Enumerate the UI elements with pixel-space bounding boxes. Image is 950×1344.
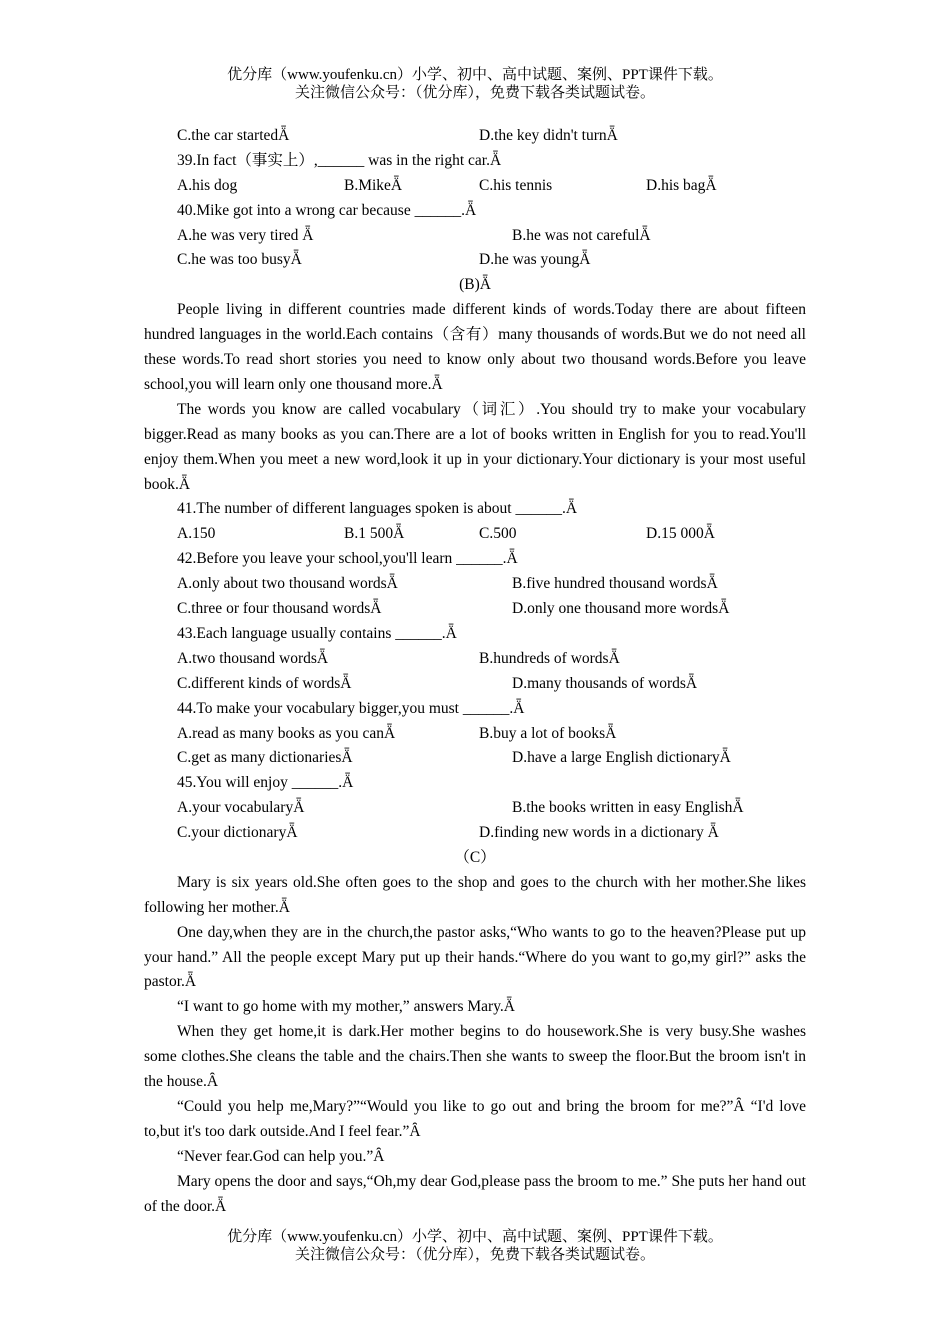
footer-line-1: 优分库（www.youfenku.cn）小学、初中、高中试题、案例、PPT课件下载。	[227, 1229, 723, 1245]
q40-options-cd	[144, 248, 806, 273]
passage-c-paragraph-5	[144, 1095, 806, 1145]
q42-stem: 42.Before you leave your school,you'll learn ______.Ǟ	[177, 550, 518, 568]
section-c-heading: （C）	[454, 848, 496, 866]
q44-stem: 44.To make your vocabulary bigger,you must ______.Ǟ	[177, 699, 525, 717]
q39-option-b: B.MikeǞ	[344, 176, 403, 194]
q45-options-cd	[144, 821, 806, 846]
passage-c-text-2: One day,when they are in the church,the pastor asks,“Who wants to go to the heaven?Please put up your hand.” All the people except Mary put up their hands.“Where do you want to go,my girl?” asks the pastor.Ǟ	[144, 923, 806, 991]
passage-c-text-3: “I want to go home with my mother,” answers Mary.Ǟ	[177, 998, 516, 1016]
q41-option-c: C.500	[479, 525, 517, 543]
q44-options-ab	[144, 722, 806, 747]
q40-option-a: A.he was very tired Ǟ	[177, 226, 314, 244]
q40-option-d: D.he was youngǞ	[479, 251, 591, 269]
q45-options-ab	[144, 796, 806, 821]
passage-b-paragraph-1	[144, 298, 806, 398]
q42-options-ab	[144, 572, 806, 597]
page-header	[0, 66, 950, 102]
q41-option-a: A.150	[177, 525, 216, 543]
header-line-1: 优分库（www.youfenku.cn）小学、初中、高中试题、案例、PPT课件下载。	[227, 67, 723, 83]
q42-option-a: A.only about two thousand wordsǞ	[177, 575, 398, 593]
q40-option-b: B.he was not carefulǞ	[512, 226, 651, 244]
passage-c-paragraph-1	[144, 871, 806, 921]
q42-option-d: D.only one thousand more wordsǞ	[512, 600, 730, 618]
footer-line-2: 关注微信公众号：（优分库），免费下载各类试题试卷。	[294, 1247, 655, 1263]
q45-option-c: C.your dictionaryǞ	[177, 824, 298, 842]
q42-options-cd	[144, 597, 806, 622]
passage-c-paragraph-2	[144, 921, 806, 996]
q43-option-d: D.many thousands of wordsǞ	[512, 674, 698, 692]
q43-options-ab	[144, 647, 806, 672]
q44-option-d: D.have a large English dictionaryǞ	[512, 749, 731, 767]
q45-option-d: D.finding new words in a dictionary Ǟ	[479, 824, 719, 842]
q43-option-c: C.different kinds of wordsǞ	[177, 674, 352, 692]
passage-c-text-4: When they get home,it is dark.Her mother begins to do housework.She is very busy.She washes some clothes.She cleans the table and the chairs.Then she wants to sweep the floor.But the broom isn't in the house.Ȃ	[144, 1023, 806, 1091]
passage-c-text-7: Mary opens the door and says,“Oh,my dear God,please pass the broom to me.” She puts her hand out of the door.Ǟ	[144, 1172, 806, 1215]
q39-option-a: A.his dog	[177, 176, 238, 194]
passage-b-text-2: The words you know are called vocabulary（词汇）.You should try to make your vocabulary bigger.Read as many books as you can.There are a lot of books written in English for you to read.You'll enjoy them.When you meet a new word,look it up in your dictionary.Your dictionary is your most useful book.Ǟ	[144, 400, 806, 493]
q41-stem: 41.The number of different languages spoken is about ______.Ǟ	[177, 500, 578, 518]
q38-options-cd	[144, 124, 806, 149]
q38-option-d: D.the key didn't turnǞ	[479, 127, 618, 144]
q44-options-cd	[144, 746, 806, 771]
q45-option-a: A.your vocabularyǞ	[177, 799, 305, 817]
q42-option-b: B.five hundred thousand wordsǞ	[512, 575, 718, 593]
passage-c-paragraph-7	[144, 1170, 806, 1220]
header-line-2: 关注微信公众号：（优分库），免费下载各类试题试卷。	[294, 85, 655, 101]
passage-c-paragraph-3	[144, 995, 806, 1020]
q38-option-c: C.the car startedǞ	[177, 127, 290, 144]
passage-b-text-1: People living in different countries made different kinds of words.Today there are about fifteen hundred languages in the world.Each contains（含有）many thousands of words.But we do not need all these words.To read short stories you need to know only about two thousand words.Before you leave school,you will learn only one thousand more.Ǟ	[144, 301, 806, 393]
q45-option-b: B.the books written in easy EnglishǞ	[512, 799, 744, 817]
passage-c-text-5: “Could you help me,Mary?”“Would you like to go out and bring the broom for me?”Ȃ “I'd love to,but it's too dark outside.And I feel fear.”Ȃ	[144, 1098, 806, 1140]
q39-option-d: D.his bagǞ	[646, 176, 717, 194]
q43-option-a: A.two thousand wordsǞ	[177, 649, 329, 667]
q43-stem: 43.Each language usually contains ______.Ǟ	[177, 624, 457, 642]
q45-stem: 45.You will enjoy ______.Ǟ	[177, 774, 354, 792]
page-footer	[0, 1228, 950, 1264]
section-b-heading: (B)Ǟ	[459, 276, 491, 294]
q44-option-c: C.get as many dictionariesǞ	[177, 749, 353, 767]
page-content	[144, 124, 806, 1220]
q39-stem: 39.In fact（事实上）,______ was in the right car.Ǟ	[177, 151, 502, 169]
passage-c-text-6: “Never fear.God can help you.”Ȃ	[177, 1147, 385, 1165]
q41-option-b: B.1 500Ǟ	[344, 525, 405, 543]
q39-options	[144, 174, 806, 199]
q43-option-b: B.hundreds of wordsǞ	[479, 649, 620, 667]
q40-stem: 40.Mike got into a wrong car because ______.Ǟ	[177, 201, 477, 219]
q43-options-cd	[144, 672, 806, 697]
q44-option-a: A.read as many books as you canǞ	[177, 724, 396, 742]
q40-options-ab	[144, 224, 806, 249]
passage-c-paragraph-6	[144, 1145, 806, 1170]
q41-options	[144, 522, 806, 547]
q44-option-b: B.buy a lot of booksǞ	[479, 724, 617, 742]
passage-c-paragraph-4	[144, 1020, 806, 1095]
q41-option-d: D.15 000Ǟ	[646, 525, 715, 543]
q39-option-c: C.his tennis	[479, 176, 553, 194]
passage-c-text-1: Mary is six years old.She often goes to the shop and goes to the church with her mother.She likes following her mother.Ǟ	[144, 873, 806, 916]
q40-option-c: C.he was too busyǞ	[177, 251, 302, 269]
passage-b-paragraph-2	[144, 398, 806, 498]
q42-option-c: C.three or four thousand wordsǞ	[177, 600, 382, 618]
